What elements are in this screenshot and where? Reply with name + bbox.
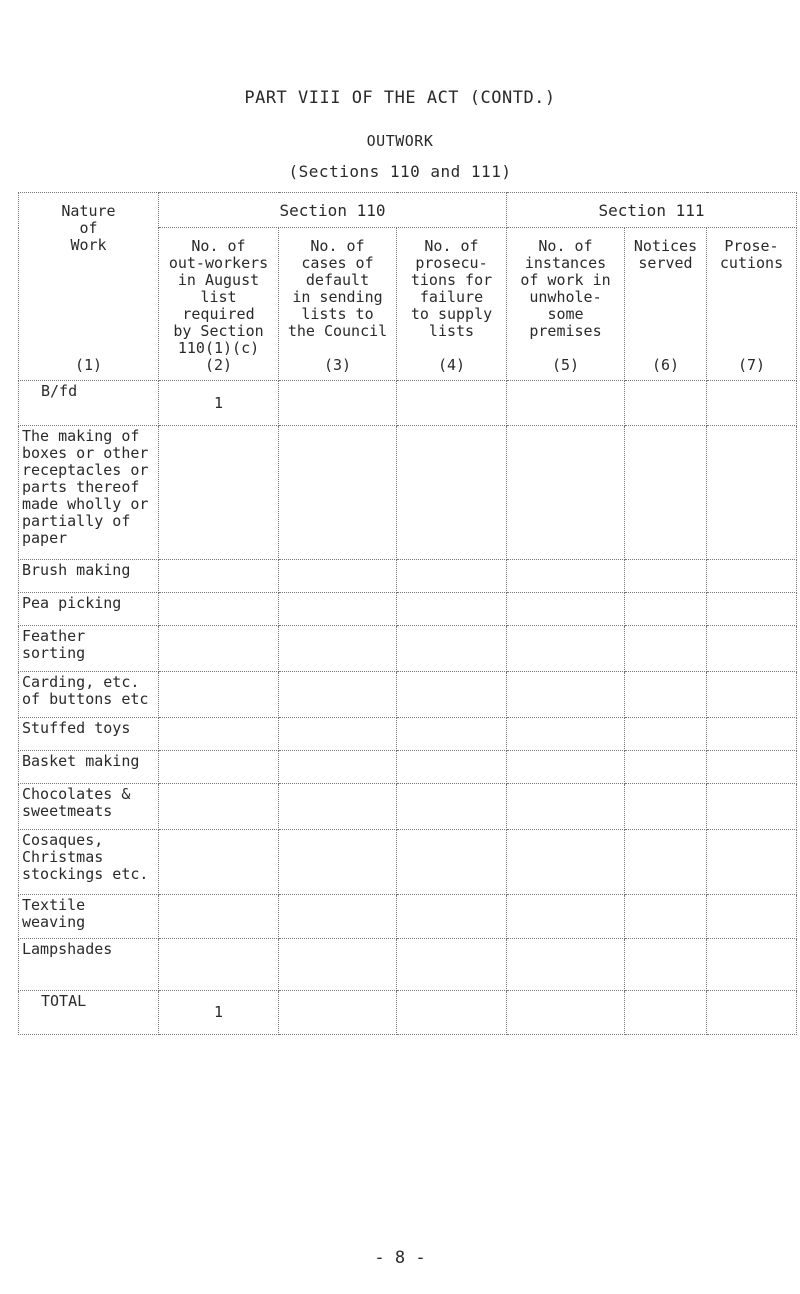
cell-prosecutions — [707, 560, 797, 593]
cell-outworkers — [159, 939, 279, 991]
cell-prosecutions-lists — [397, 751, 507, 784]
cell-default-cases — [279, 718, 397, 751]
subtitle: OUTWORK — [366, 132, 434, 150]
cell-prosecutions-lists — [397, 939, 507, 991]
part-title: PART VIII OF THE ACT (CONTD.) — [244, 88, 556, 108]
row-label: The making of boxes or other receptacles or parts thereof made wholly or partially of paper — [19, 426, 159, 560]
cell-notices — [625, 784, 707, 830]
cell-prosecutions-lists — [397, 718, 507, 751]
cell-outworkers: 1 — [159, 991, 279, 1035]
cell-prosecutions — [707, 672, 797, 718]
table-row — [19, 672, 797, 718]
column-header-notices-served: Notices served (6) — [625, 228, 707, 381]
row-label: Textile weaving — [19, 895, 159, 939]
cell-outworkers — [159, 718, 279, 751]
table-row — [19, 895, 797, 939]
cell-outworkers — [159, 593, 279, 626]
cell-default-cases — [279, 426, 397, 560]
cell-default-cases — [279, 381, 397, 426]
row-label: Brush making — [19, 560, 159, 593]
cell-default-cases — [279, 560, 397, 593]
page-number: - 8 - — [374, 1248, 426, 1268]
section-111-header: Section 111 — [507, 193, 797, 228]
cell-default-cases — [279, 991, 397, 1035]
table-row — [19, 593, 797, 626]
section-110-header: Section 110 — [159, 193, 507, 228]
row-label-total: TOTAL — [19, 991, 159, 1035]
row-label: Cosaques, Christmas stockings etc. — [19, 830, 159, 895]
table-row — [19, 784, 797, 830]
cell-prosecutions — [707, 991, 797, 1035]
cell-outworkers — [159, 830, 279, 895]
row-label: Basket making — [19, 751, 159, 784]
cell-unwholesome — [507, 939, 625, 991]
cell-prosecutions — [707, 426, 797, 560]
cell-unwholesome — [507, 784, 625, 830]
row-label: Feather sorting — [19, 626, 159, 672]
cell-outworkers: 1 — [159, 381, 279, 426]
cell-notices — [625, 991, 707, 1035]
cell-default-cases — [279, 939, 397, 991]
cell-unwholesome — [507, 593, 625, 626]
cell-prosecutions-lists — [397, 672, 507, 718]
cell-default-cases — [279, 784, 397, 830]
cell-prosecutions — [707, 718, 797, 751]
column-header-default-cases: No. of cases of default in sending lists to the Council (3) — [279, 228, 397, 381]
column-header-prosecutions: Prose- cutions (7) — [707, 228, 797, 381]
sections-note: (Sections 110 and 111) — [288, 162, 512, 181]
cell-unwholesome — [507, 626, 625, 672]
cell-prosecutions — [707, 830, 797, 895]
cell-unwholesome — [507, 426, 625, 560]
row-label: Pea picking — [19, 593, 159, 626]
cell-unwholesome — [507, 830, 625, 895]
cell-notices — [625, 830, 707, 895]
table-row — [19, 626, 797, 672]
cell-outworkers — [159, 784, 279, 830]
cell-unwholesome — [507, 751, 625, 784]
cell-prosecutions — [707, 895, 797, 939]
table-row — [19, 751, 797, 784]
outwork-table — [18, 192, 797, 1035]
cell-outworkers — [159, 751, 279, 784]
row-label: Carding, etc. of buttons etc — [19, 672, 159, 718]
table-row — [19, 830, 797, 895]
cell-default-cases — [279, 593, 397, 626]
cell-notices — [625, 672, 707, 718]
cell-notices — [625, 426, 707, 560]
row-label: Lampshades — [19, 939, 159, 991]
cell-outworkers — [159, 426, 279, 560]
row-label: Chocolates & sweetmeats — [19, 784, 159, 830]
row-label: Stuffed toys — [19, 718, 159, 751]
cell-default-cases — [279, 626, 397, 672]
cell-prosecutions-lists — [397, 593, 507, 626]
cell-outworkers — [159, 560, 279, 593]
cell-default-cases — [279, 830, 397, 895]
cell-outworkers — [159, 626, 279, 672]
cell-unwholesome — [507, 991, 625, 1035]
column-header-outworkers: No. of out-workers in August list required by Section 110(1)(c) (2) — [159, 228, 279, 381]
cell-prosecutions — [707, 593, 797, 626]
table-row — [19, 426, 797, 560]
cell-unwholesome — [507, 672, 625, 718]
cell-prosecutions — [707, 626, 797, 672]
cell-notices — [625, 560, 707, 593]
cell-unwholesome — [507, 560, 625, 593]
cell-prosecutions-lists — [397, 426, 507, 560]
table-row — [19, 560, 797, 593]
column-header-nature: Nature of Work (1) — [19, 193, 159, 381]
cell-prosecutions-lists — [397, 895, 507, 939]
cell-prosecutions-lists — [397, 626, 507, 672]
cell-notices — [625, 895, 707, 939]
cell-prosecutions-lists — [397, 784, 507, 830]
cell-default-cases — [279, 672, 397, 718]
cell-unwholesome — [507, 381, 625, 426]
column-header-unwholesome-premises: No. of instances of work in unwhole- some premises (5) — [507, 228, 625, 381]
cell-prosecutions — [707, 784, 797, 830]
table-row — [19, 939, 797, 991]
cell-notices — [625, 751, 707, 784]
row-label: B/fd — [19, 381, 159, 426]
cell-default-cases — [279, 895, 397, 939]
table-row-total — [19, 991, 797, 1035]
table-row — [19, 381, 797, 426]
cell-outworkers — [159, 672, 279, 718]
cell-notices — [625, 593, 707, 626]
cell-notices — [625, 626, 707, 672]
cell-notices — [625, 381, 707, 426]
cell-notices — [625, 939, 707, 991]
cell-default-cases — [279, 751, 397, 784]
cell-prosecutions — [707, 939, 797, 991]
cell-prosecutions — [707, 751, 797, 784]
column-header-prosecutions-lists: No. of prosecu- tions for failure to supply lists (4) — [397, 228, 507, 381]
cell-prosecutions-lists — [397, 830, 507, 895]
cell-prosecutions-lists — [397, 560, 507, 593]
table-row — [19, 718, 797, 751]
cell-notices — [625, 718, 707, 751]
cell-unwholesome — [507, 718, 625, 751]
cell-prosecutions-lists — [397, 381, 507, 426]
cell-unwholesome — [507, 895, 625, 939]
cell-outworkers — [159, 895, 279, 939]
cell-prosecutions — [707, 381, 797, 426]
cell-prosecutions-lists — [397, 991, 507, 1035]
